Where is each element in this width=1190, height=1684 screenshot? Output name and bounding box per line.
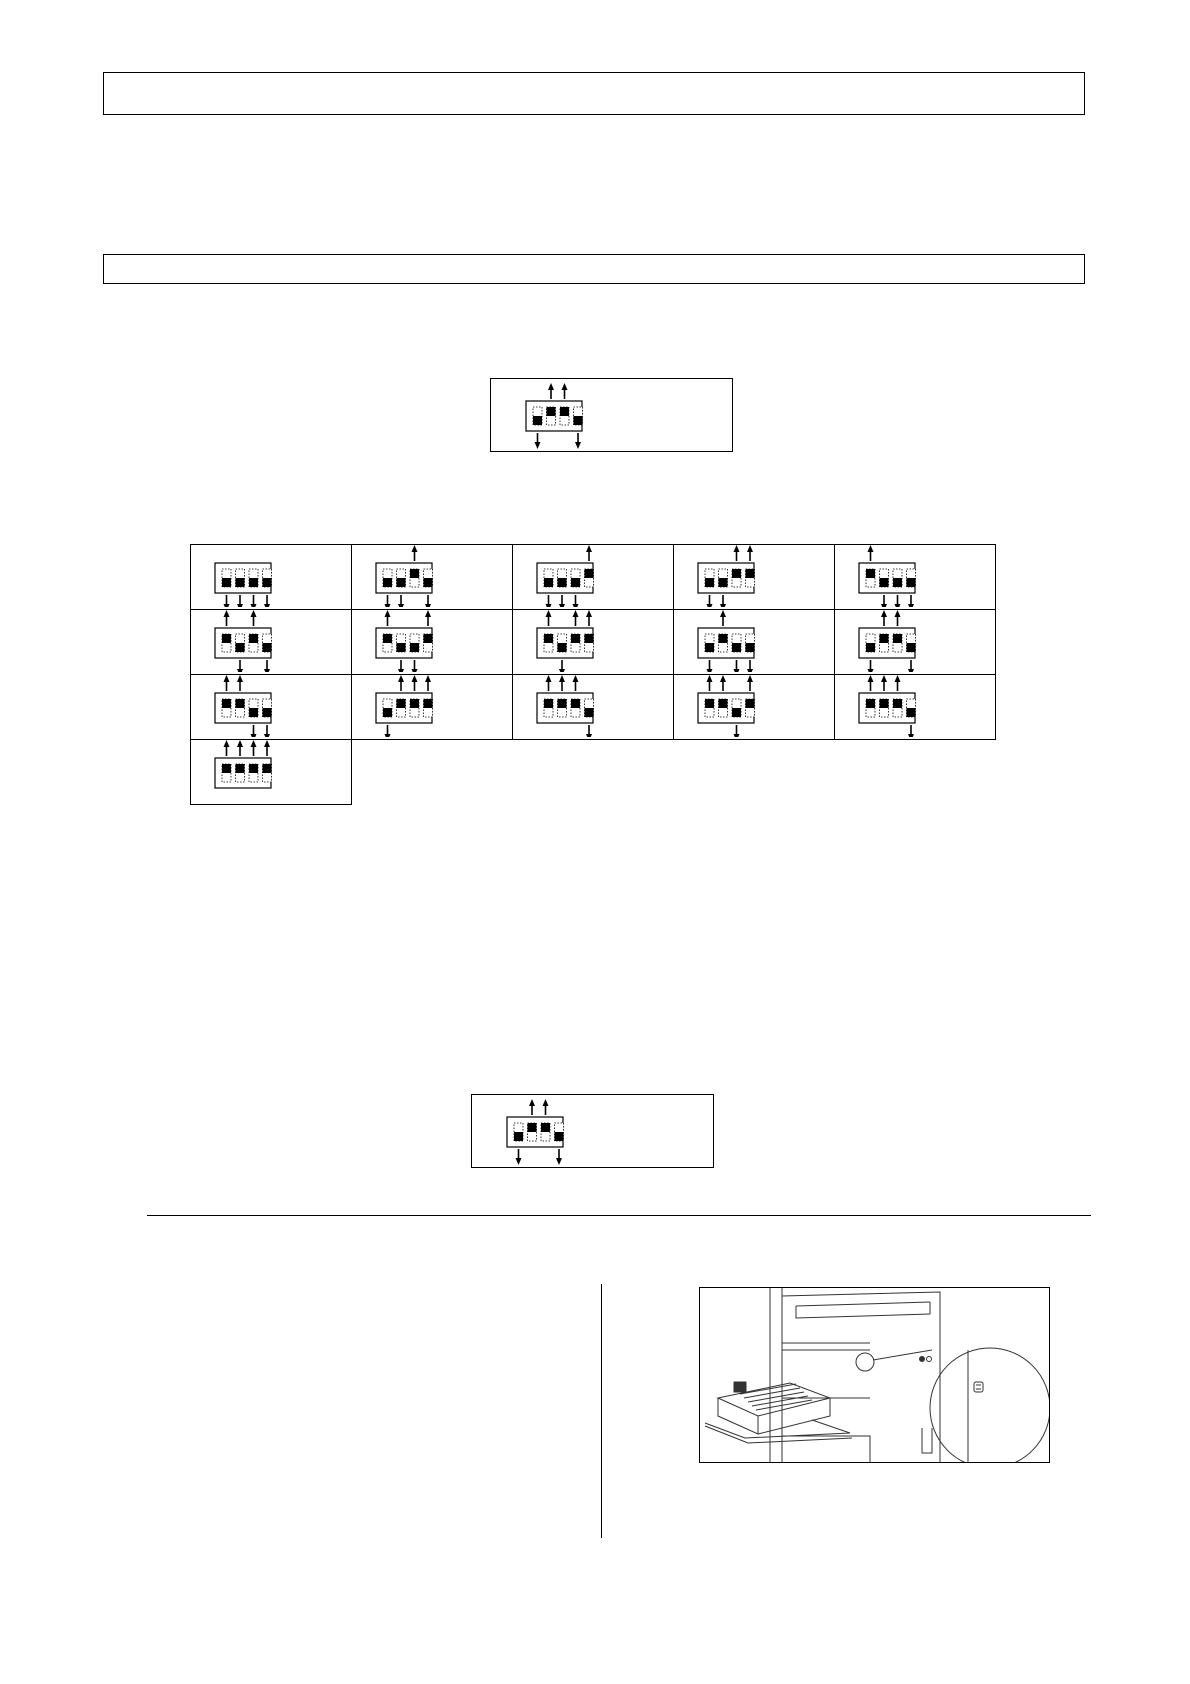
column-divider bbox=[601, 1284, 602, 1538]
arrow-down-head-icon bbox=[586, 734, 592, 737]
dip-setting-cell bbox=[673, 544, 835, 610]
arrow-up-head-icon bbox=[720, 610, 726, 617]
dip-switch-diagram bbox=[527, 671, 607, 737]
dip-setting-cell bbox=[190, 739, 352, 805]
arrow-down-head-icon bbox=[516, 1158, 522, 1165]
arrow-up-head-icon bbox=[251, 610, 257, 617]
dip-setting-cell bbox=[190, 544, 352, 610]
dip-setting-cell bbox=[834, 544, 996, 610]
dip-switch-diagram bbox=[366, 671, 446, 737]
arrow-down-head-icon bbox=[575, 442, 581, 449]
arrow-down-head-icon bbox=[734, 734, 740, 737]
dip-switch-diagram bbox=[849, 606, 929, 672]
arrow-up-head-icon bbox=[868, 675, 874, 682]
arrow-up-head-icon bbox=[747, 545, 753, 552]
arrow-up-head-icon bbox=[529, 1099, 535, 1106]
arrow-up-head-icon bbox=[385, 610, 391, 617]
dip-switch-diagram bbox=[688, 671, 768, 737]
dip-setting-cell bbox=[834, 674, 996, 740]
section-header-box-2 bbox=[103, 254, 1085, 284]
arrow-up-head-icon bbox=[412, 675, 418, 682]
dip-switch-diagram bbox=[205, 541, 285, 607]
arrow-up-head-icon bbox=[425, 610, 431, 617]
dip-switch-diagram bbox=[849, 671, 929, 737]
dip-switch-diagram bbox=[205, 736, 285, 802]
dip-switch-diagram bbox=[849, 541, 929, 607]
arrow-down-head-icon bbox=[556, 1158, 562, 1165]
arrow-up-head-icon bbox=[868, 545, 874, 552]
arrow-up-head-icon bbox=[586, 610, 592, 617]
arrow-up-head-icon bbox=[264, 740, 270, 747]
arrow-up-head-icon bbox=[720, 675, 726, 682]
arrow-up-head-icon bbox=[546, 675, 552, 682]
appliance-illustration bbox=[699, 1287, 1050, 1463]
dip-switch-diagram bbox=[688, 606, 768, 672]
dip-setting-cell bbox=[351, 674, 513, 740]
arrow-up-head-icon bbox=[895, 610, 901, 617]
dip-switch-diagram bbox=[527, 541, 607, 607]
arrow-up-head-icon bbox=[237, 675, 243, 682]
dip-switch-diagram bbox=[497, 1095, 597, 1169]
dip-setting-cell bbox=[512, 674, 674, 740]
arrow-up-head-icon bbox=[251, 740, 257, 747]
dip-switch-diagram bbox=[688, 541, 768, 607]
arrow-up-head-icon bbox=[224, 740, 230, 747]
arrow-up-head-icon bbox=[546, 610, 552, 617]
arrow-up-head-icon bbox=[895, 675, 901, 682]
dip-switch-diagram bbox=[366, 541, 446, 607]
dip-switch-diagram bbox=[366, 606, 446, 672]
arrow-up-head-icon bbox=[559, 675, 565, 682]
arrow-down-head-icon bbox=[535, 442, 541, 449]
arrow-up-head-icon bbox=[881, 610, 887, 617]
arrow-up-head-icon bbox=[573, 610, 579, 617]
dip-setting-cell bbox=[834, 609, 996, 675]
arrow-up-head-icon bbox=[548, 383, 554, 390]
dip-switch-diagram bbox=[527, 606, 607, 672]
appliance-drawing bbox=[700, 1288, 1049, 1462]
arrow-down-head-icon bbox=[908, 734, 914, 737]
horizontal-divider bbox=[147, 1215, 1091, 1216]
dip-setting-cell bbox=[190, 609, 352, 675]
arrow-up-head-icon bbox=[425, 675, 431, 682]
dip-setting-cell bbox=[673, 674, 835, 740]
dip-switch-example-1 bbox=[490, 378, 733, 452]
dip-setting-cell bbox=[673, 609, 835, 675]
arrow-up-head-icon bbox=[562, 383, 568, 390]
dip-switch-diagram bbox=[205, 671, 285, 737]
dip-setting-cell bbox=[351, 544, 513, 610]
arrow-up-head-icon bbox=[747, 675, 753, 682]
dip-switch-diagram bbox=[516, 379, 616, 453]
dip-setting-cell bbox=[512, 544, 674, 610]
arrow-up-head-icon bbox=[573, 675, 579, 682]
dip-switch-example-2 bbox=[471, 1094, 714, 1168]
arrow-up-head-icon bbox=[412, 545, 418, 552]
arrow-up-head-icon bbox=[586, 545, 592, 552]
arrow-up-head-icon bbox=[398, 675, 404, 682]
dip-setting-cell bbox=[512, 609, 674, 675]
dip-switch-diagram bbox=[205, 606, 285, 672]
dip-setting-cell bbox=[190, 674, 352, 740]
dip-setting-cell bbox=[351, 609, 513, 675]
arrow-up-head-icon bbox=[707, 675, 713, 682]
arrow-up-head-icon bbox=[881, 675, 887, 682]
arrow-up-head-icon bbox=[224, 610, 230, 617]
arrow-up-head-icon bbox=[543, 1099, 549, 1106]
arrow-down-head-icon bbox=[385, 734, 391, 737]
section-header-box-1 bbox=[103, 72, 1085, 115]
arrow-up-head-icon bbox=[237, 740, 243, 747]
arrow-up-head-icon bbox=[734, 545, 740, 552]
arrow-up-head-icon bbox=[224, 675, 230, 682]
